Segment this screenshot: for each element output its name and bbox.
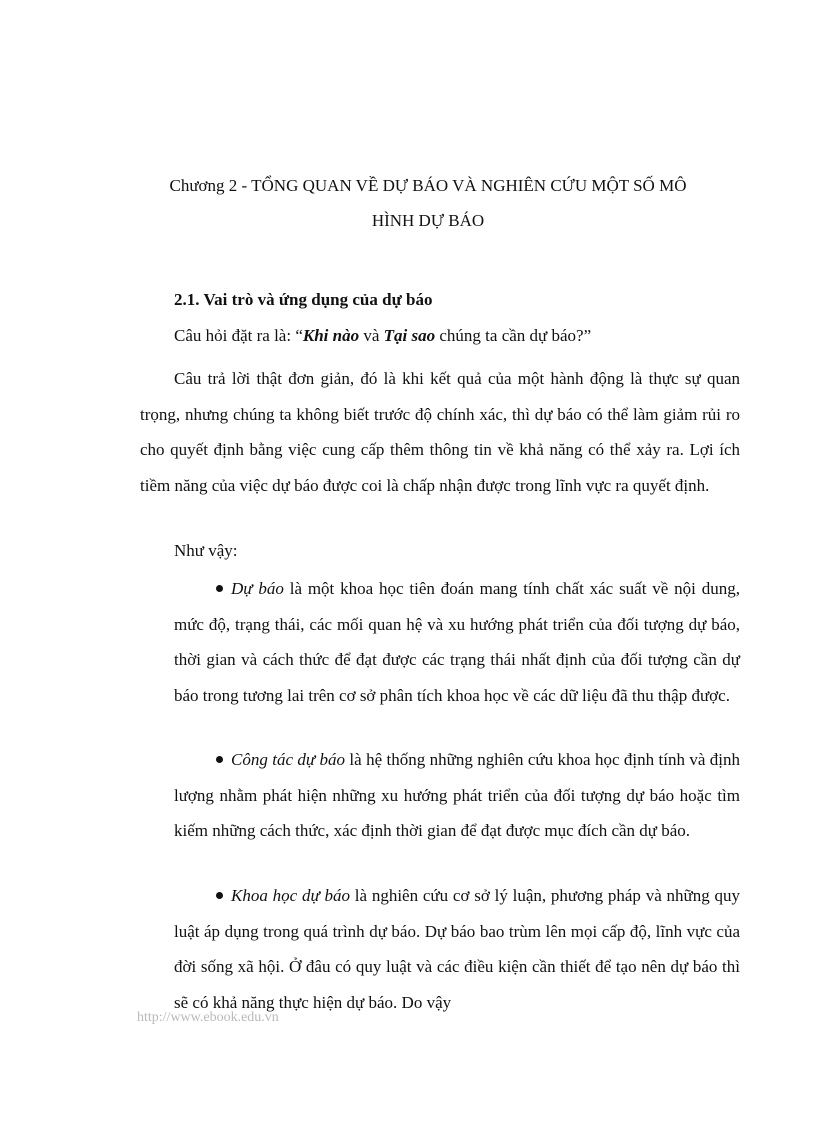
bullet-text: là hệ thống những nghiên cứu khoa học định tính và định lượng nhằm phát hiện những xu hướng phát triển của đối tượng dự báo hoặc tìm kiếm những cách thức, xác định thời gian để đạt được mục đích cần dự báo. <box>174 750 740 840</box>
thus-paragraph: Như vậy: <box>174 541 238 560</box>
question-paragraph <box>174 318 591 354</box>
question-term-when: Khi nào <box>302 326 360 345</box>
answer-paragraph: Câu trả lời thật đơn giản, đó là khi kết quả của một hành động là thực sự quan trọng, nhưng chúng ta không biết trước độ chính xác, thì dự báo có thể làm giảm rủi ro cho quyết định bằng việc cung cấp thêm thông tin về khả năng có thể xảy ra. Lợi ích tiềm năng của việc dự báo được coi là chấp nhận được trong lĩnh vực ra quyết định. <box>140 369 740 495</box>
bullet-dot-icon <box>216 756 223 763</box>
question-term-why: Tại sao <box>383 326 436 345</box>
bullet-term: Công tác dự báo <box>231 750 346 769</box>
question-mid: và <box>359 326 384 345</box>
bullet-text: là một khoa học tiên đoán mang tính chất xác suất về nội dung, mức độ, trạng thái, các mối quan hệ và xu hướng phát triển của đối tượng dự báo, thời gian và cách thức để đạt được các trạng thái nhất định của đối tượng cần dự báo trong tương lai trên cơ sở phân tích khoa học về các dữ liệu đã thu thập được. <box>174 579 740 705</box>
chapter-title-line1: Chương 2 - TỔNG QUAN VỀ DỰ BÁO VÀ NGHIÊN CỨU MỘT SỐ MÔ <box>169 176 687 195</box>
bullet-item-forecast <box>174 571 740 713</box>
section-heading: 2.1. Vai trò và ứng dụng của dự báo <box>174 290 433 309</box>
chapter-title <box>140 168 716 238</box>
footer-url: http://www.ebook.edu.vn <box>137 1010 279 1025</box>
bullet-term: Khoa học dự báo <box>231 886 350 905</box>
chapter-title-line2: HÌNH DỰ BÁO <box>371 211 485 230</box>
bullet-dot-icon <box>216 892 223 899</box>
bullet-term: Dự báo <box>231 579 284 598</box>
question-suffix: chúng ta cần dự báo?” <box>435 326 592 345</box>
bullet-item-forecast-work <box>174 742 740 849</box>
bullet-item-forecast-science <box>174 878 740 1020</box>
question-prefix: Câu hỏi đặt ra là: “ <box>174 326 303 345</box>
bullet-text: là nghiên cứu cơ sở lý luận, phương pháp và những quy luật áp dụng trong quá trình dự báo. Dự báo bao trùm lên mọi cấp độ, lĩnh vực của đời sống xã hội. Ở đâu có quy luật và các điều kiện cần thiết để tạo nên dự báo thì sẽ có khả năng thực hiện dự báo. Do vậy <box>174 886 741 1012</box>
bullet-dot-icon <box>216 585 223 592</box>
